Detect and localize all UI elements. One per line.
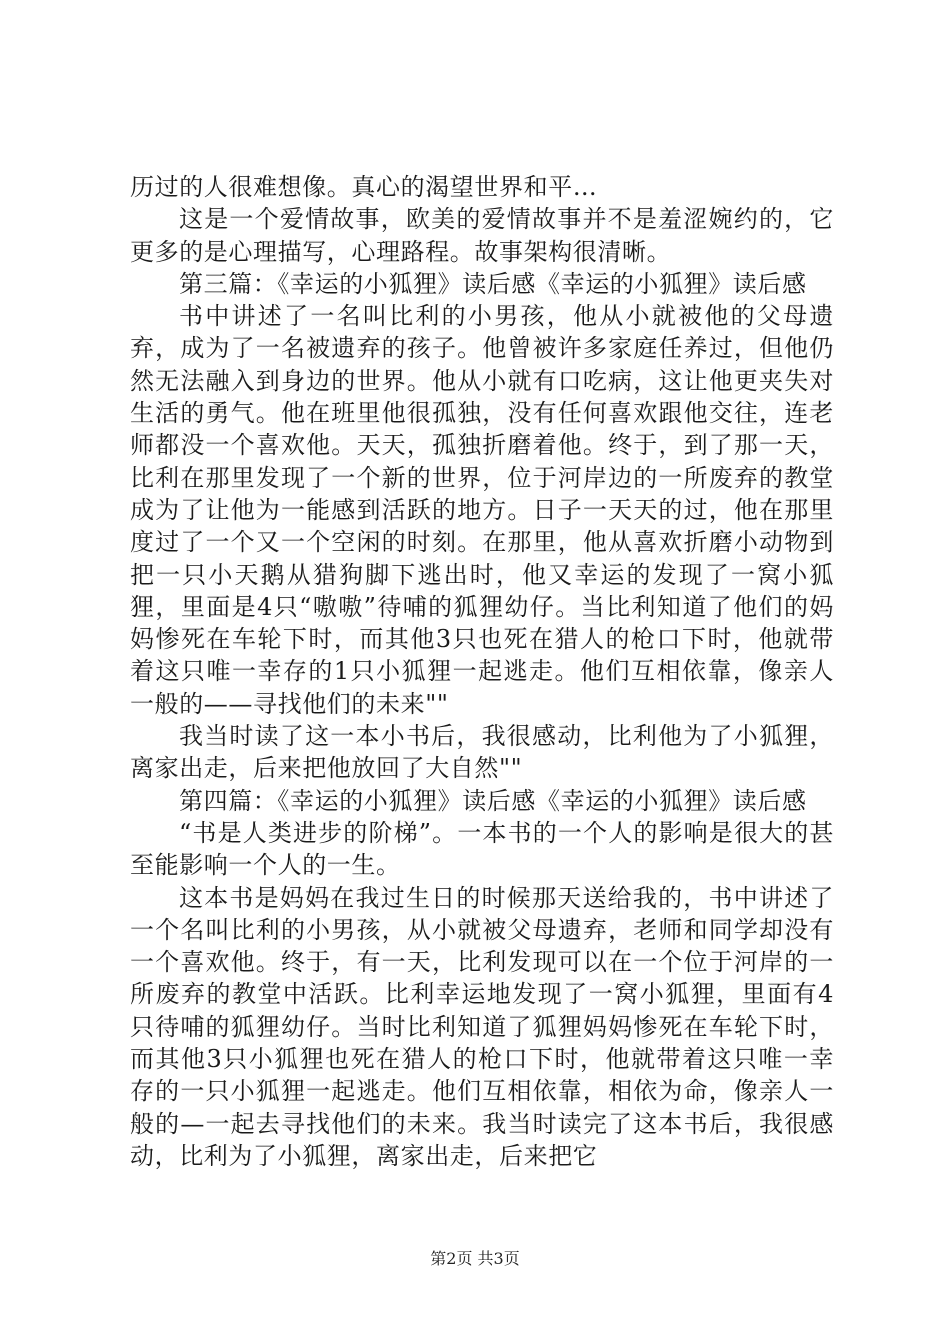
section-heading-3: 第三篇：《幸运的小狐狸》读后感《幸运的小狐狸》读后感 <box>179 269 807 298</box>
paragraph-1: 历过的人很难想像。真心的渴望世界和平… <box>130 173 598 201</box>
paragraph-8: 这本书是妈妈在我过生日的时候那天送给我的，书中讲述了一个名叫比利的小男孩，从小就被父母遗弃，老师和同学却没有一个喜欢他。终于，有一天，比利发现可以在一个位于河岸的一所废弃的教堂中活跃。比利幸运地发现了一窝小狐狸，里面有4只待哺的狐狸幼仔。当时比利知道了狐狸妈妈惨死在车轮下时，而其他3只小狐狸也死在猎人的枪口下时，他就带着这只唯一幸存的一只小狐狸一起逃走。他们互相依靠，相依为命，像亲人一般的—一起去寻找他们的未来。我当时读完了这本书后，我很感动，比利为了小狐狸，离家出走，后来把它 <box>130 883 834 1170</box>
page-footer: 第2页 共3页 <box>430 1249 520 1268</box>
paragraph-2: 这是一个爱情故事，欧美的爱情故事并不是羞涩婉约的，它更多的是心理描写，心理路程。故事架构很清晰。 <box>130 205 834 266</box>
section-heading-4: 第四篇：《幸运的小狐狸》读后感《幸运的小狐狸》读后感 <box>179 786 807 815</box>
paragraph-5: 我当时读了这一本小书后，我很感动，比利他为了小狐狸，离家出走，后来把他放回了大自然"" <box>130 722 834 783</box>
document-body <box>130 171 834 1172</box>
paragraph-4: 书中讲述了一名叫比利的小男孩，他从小就被他的父母遗弃，成为了一名被遗弃的孩子。他曾被许多家庭任养过，但他仍然无法融入到身边的世界。他从小就有口吃病，这让他更夹失对生活的勇气。他在班里他很孤独，没有任何喜欢跟他交往，连老师都没一个喜欢他。天天，孤独折磨着他。终于，到了那一天，比利在那里发现了一个新的世界，位于河岸边的一所废弃的教堂成为了让他为一能感到活跃的地方。日子一天天的过，他在那里度过了一个又一个空闲的时刻。在那里，他从喜欢折磨小动物到把一只小天鹅从猎狗脚下逃出时，他又幸运的发现了一窝小狐狸，里面是4只“嗷嗷”待哺的狐狸幼仔。当比利知道了他们的妈妈惨死在车轮下时，而其他3只也死在猎人的枪口下时，他就带着这只唯一幸存的1只小狐狸一起逃走。他们互相依靠，像亲人一般的——寻找他们的未来"" <box>130 302 834 718</box>
paragraph-7: “书是人类进步的阶梯”。一本书的一个人的影响是很大的甚至能影响一个人的一生。 <box>130 818 834 880</box>
